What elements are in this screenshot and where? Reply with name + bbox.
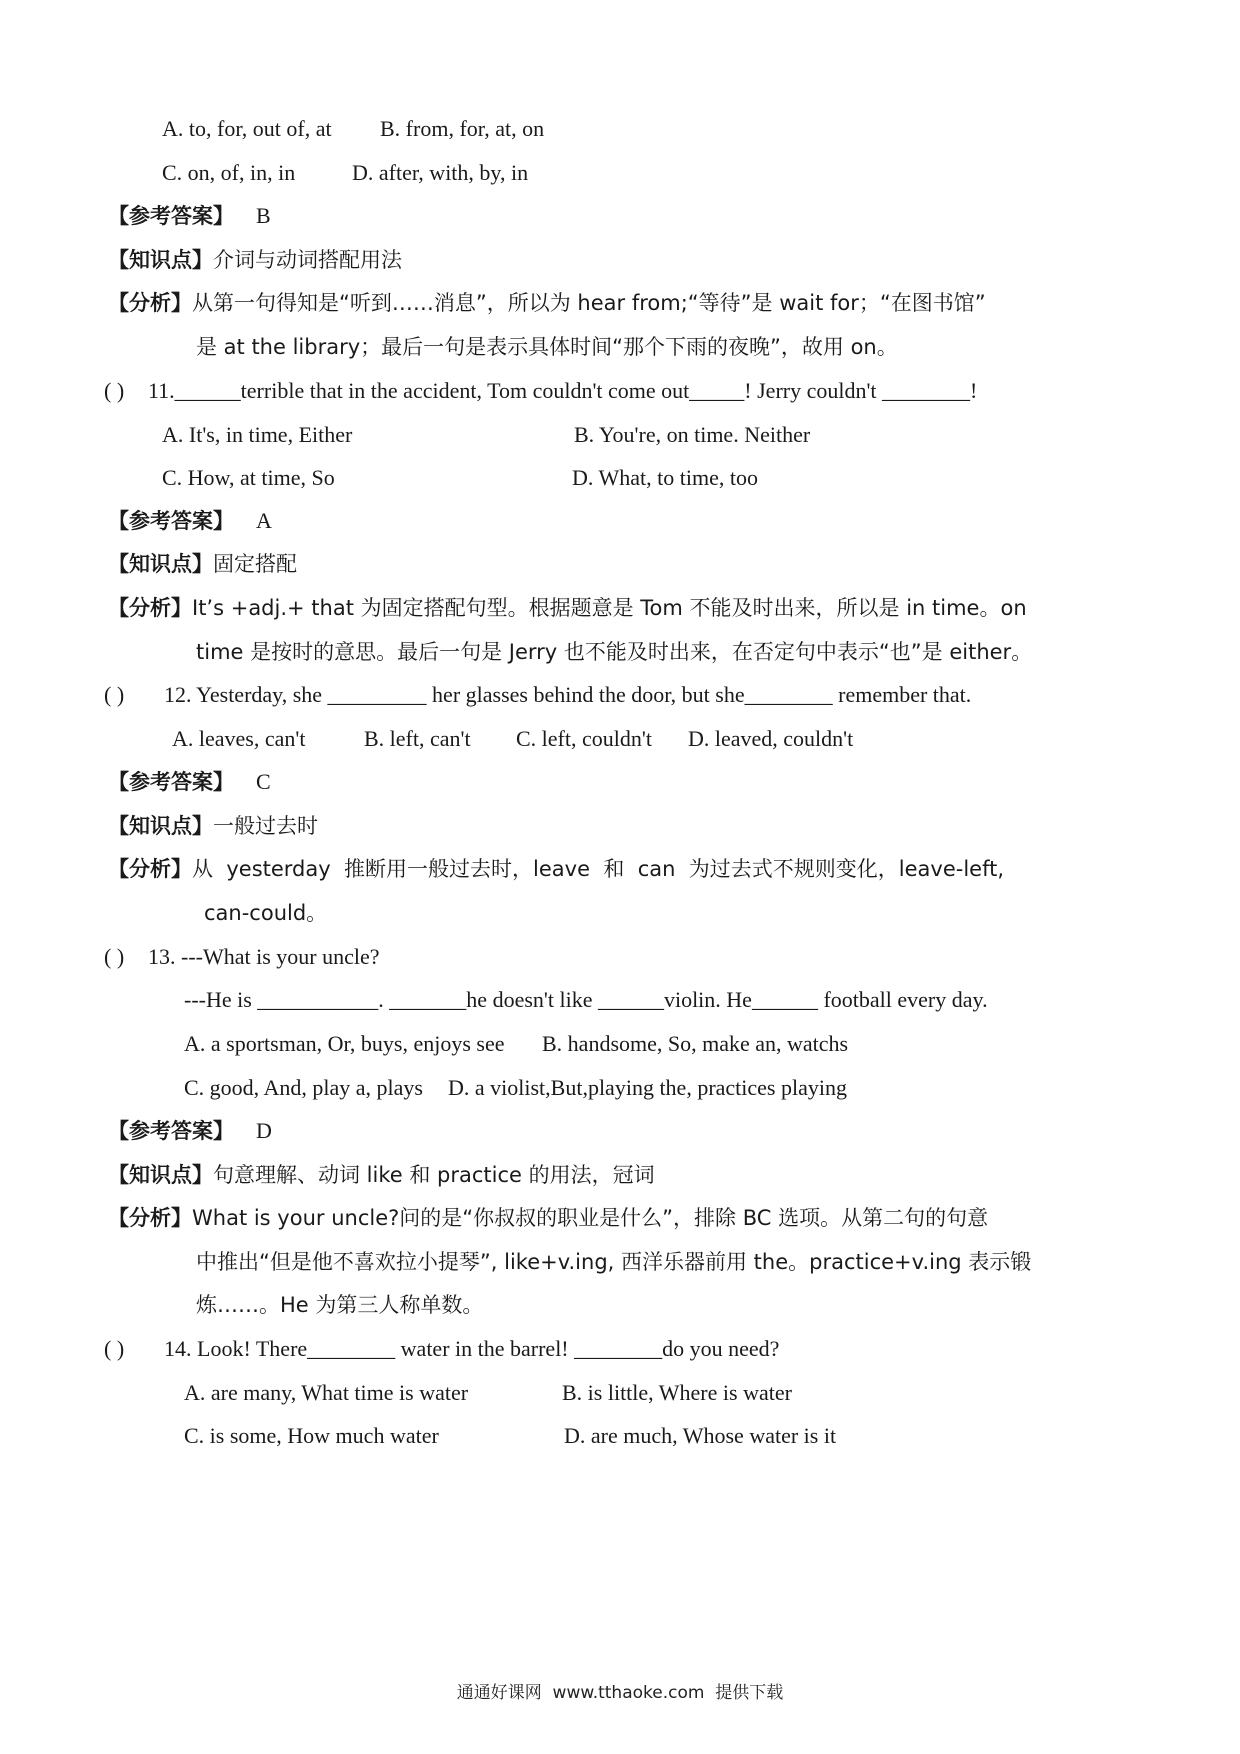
- q13-stem-reply: ---He is ___________. _______he doesn't like ______violin. He______ football every day.: [184, 987, 988, 1012]
- knowledge-label: 【知识点】: [108, 1163, 213, 1187]
- q11-stem: 11.______terrible that in the accident, Tom couldn't come out_____! Jerry couldn't ________!: [148, 378, 978, 403]
- q13-option-c: C. good, And, play a, plays: [184, 1075, 423, 1100]
- q11-option-d: D. What, to time, too: [572, 465, 758, 490]
- q12-option-d: D. leaved, couldn't: [688, 726, 854, 751]
- q14-option-c: C. is some, How much water: [184, 1423, 439, 1448]
- answer-label: 【参考答案】: [108, 1119, 234, 1143]
- analysis-text: What is your uncle?问的是“你叔叔的职业是什么”，排除 BC 选项。从第二句的句意: [192, 1206, 989, 1230]
- q14-option-a: A. are many, What time is water: [184, 1380, 469, 1405]
- answer-label: 【参考答案】: [108, 509, 234, 533]
- q13-option-b: B. handsome, So, make an, watchs: [542, 1031, 849, 1056]
- knowledge-label: 【知识点】: [108, 248, 213, 272]
- q14-option-b: B. is little, Where is water: [562, 1380, 792, 1405]
- q13-option-a: A. a sportsman, Or, buys, enjoys see: [184, 1031, 505, 1056]
- q12-option-c: C. left, couldn't: [516, 726, 652, 751]
- q11-analysis: [108, 593, 1027, 623]
- q11-paren: ( ): [104, 378, 125, 403]
- q12-stem: 12. Yesterday, she _________ her glasses behind the door, but she________ remember that.: [164, 682, 972, 707]
- q10-option-b: B. from, for, at, on: [380, 116, 545, 141]
- q12-analysis: [108, 854, 1004, 884]
- knowledge-label: 【知识点】: [108, 814, 213, 838]
- q11-option-b: B. You're, on time. Neither: [574, 422, 811, 447]
- analysis-text: 从 yesterday 推断用一般过去时，leave 和 can 为过去式不规则变化，leave-left,: [192, 857, 1005, 881]
- q10-option-d: D. after, with, by, in: [352, 160, 529, 185]
- analysis-label: 【分析】: [108, 291, 192, 315]
- q12-paren: ( ): [104, 682, 125, 707]
- q10-analysis-cont: 是 at the library；最后一句是表示具体时间“那个下雨的夜晚”，故用 on。: [196, 335, 898, 359]
- q12-option-b: B. left, can't: [364, 726, 471, 751]
- q13-analysis-cont-2: 炼……。He 为第三人称单数。: [196, 1293, 484, 1317]
- answer-value: D: [256, 1118, 272, 1143]
- q13-knowledge: [108, 1160, 655, 1190]
- q14-paren: ( ): [104, 1336, 125, 1361]
- q10-analysis: [108, 288, 986, 318]
- q13-option-d: D. a violist,But,playing the, practices playing: [448, 1075, 847, 1100]
- q13-stem: 13. ---What is your uncle?: [148, 944, 380, 969]
- analysis-label: 【分析】: [108, 1206, 192, 1230]
- q11-option-c: C. How, at time, So: [162, 465, 335, 490]
- answer-value: C: [256, 769, 271, 794]
- knowledge-label: 【知识点】: [108, 552, 213, 576]
- answer-label: 【参考答案】: [108, 204, 234, 228]
- q11-analysis-cont: time 是按时的意思。最后一句是 Jerry 也不能及时出来，在否定句中表示“也”是 either。: [196, 640, 1033, 664]
- knowledge-text: 介词与动词搭配用法: [213, 248, 402, 272]
- q11-option-a: A. It's, in time, Either: [162, 422, 353, 447]
- analysis-text: 从第一句得知是“听到……消息”，所以为 hear from;“等待”是 wait for；“在图书馆”: [192, 291, 986, 315]
- analysis-label: 【分析】: [108, 857, 192, 881]
- q10-option-a: A. to, for, out of, at: [162, 116, 332, 141]
- knowledge-text: 固定搭配: [213, 552, 297, 576]
- answer-value: A: [256, 508, 272, 533]
- analysis-label: 【分析】: [108, 596, 192, 620]
- q10-option-c: C. on, of, in, in: [162, 160, 296, 185]
- knowledge-text: 句意理解、动词 like 和 practice 的用法，冠词: [213, 1163, 655, 1187]
- q10-answer: [108, 201, 271, 231]
- answer-value: B: [256, 203, 271, 228]
- q12-answer: [108, 767, 271, 797]
- q13-answer: [108, 1116, 272, 1146]
- q12-analysis-cont: can-could。: [204, 901, 328, 925]
- answer-label: 【参考答案】: [108, 770, 234, 794]
- analysis-text: It’s +adj.+ that 为固定搭配句型。根据题意是 Tom 不能及时出来，所以是 in time。on: [192, 596, 1027, 620]
- q12-knowledge: [108, 811, 318, 841]
- q13-analysis: [108, 1203, 988, 1233]
- q11-knowledge: [108, 549, 297, 579]
- q11-answer: [108, 506, 272, 536]
- q12-option-a: A. leaves, can't: [172, 726, 306, 751]
- q13-analysis-cont-1: 中推出“但是他不喜欢拉小提琴”, like+v.ing, 西洋乐器前用 the。practice+v.ing 表示锻: [196, 1250, 1032, 1274]
- knowledge-text: 一般过去时: [213, 814, 318, 838]
- q10-knowledge: [108, 245, 402, 275]
- page-footer: 通通好课网 www.tthaoke.com 提供下载: [456, 1683, 784, 1703]
- q14-option-d: D. are much, Whose water is it: [564, 1423, 837, 1448]
- q13-paren: ( ): [104, 944, 125, 969]
- q14-stem: 14. Look! There________ water in the barrel! ________do you need?: [164, 1336, 780, 1361]
